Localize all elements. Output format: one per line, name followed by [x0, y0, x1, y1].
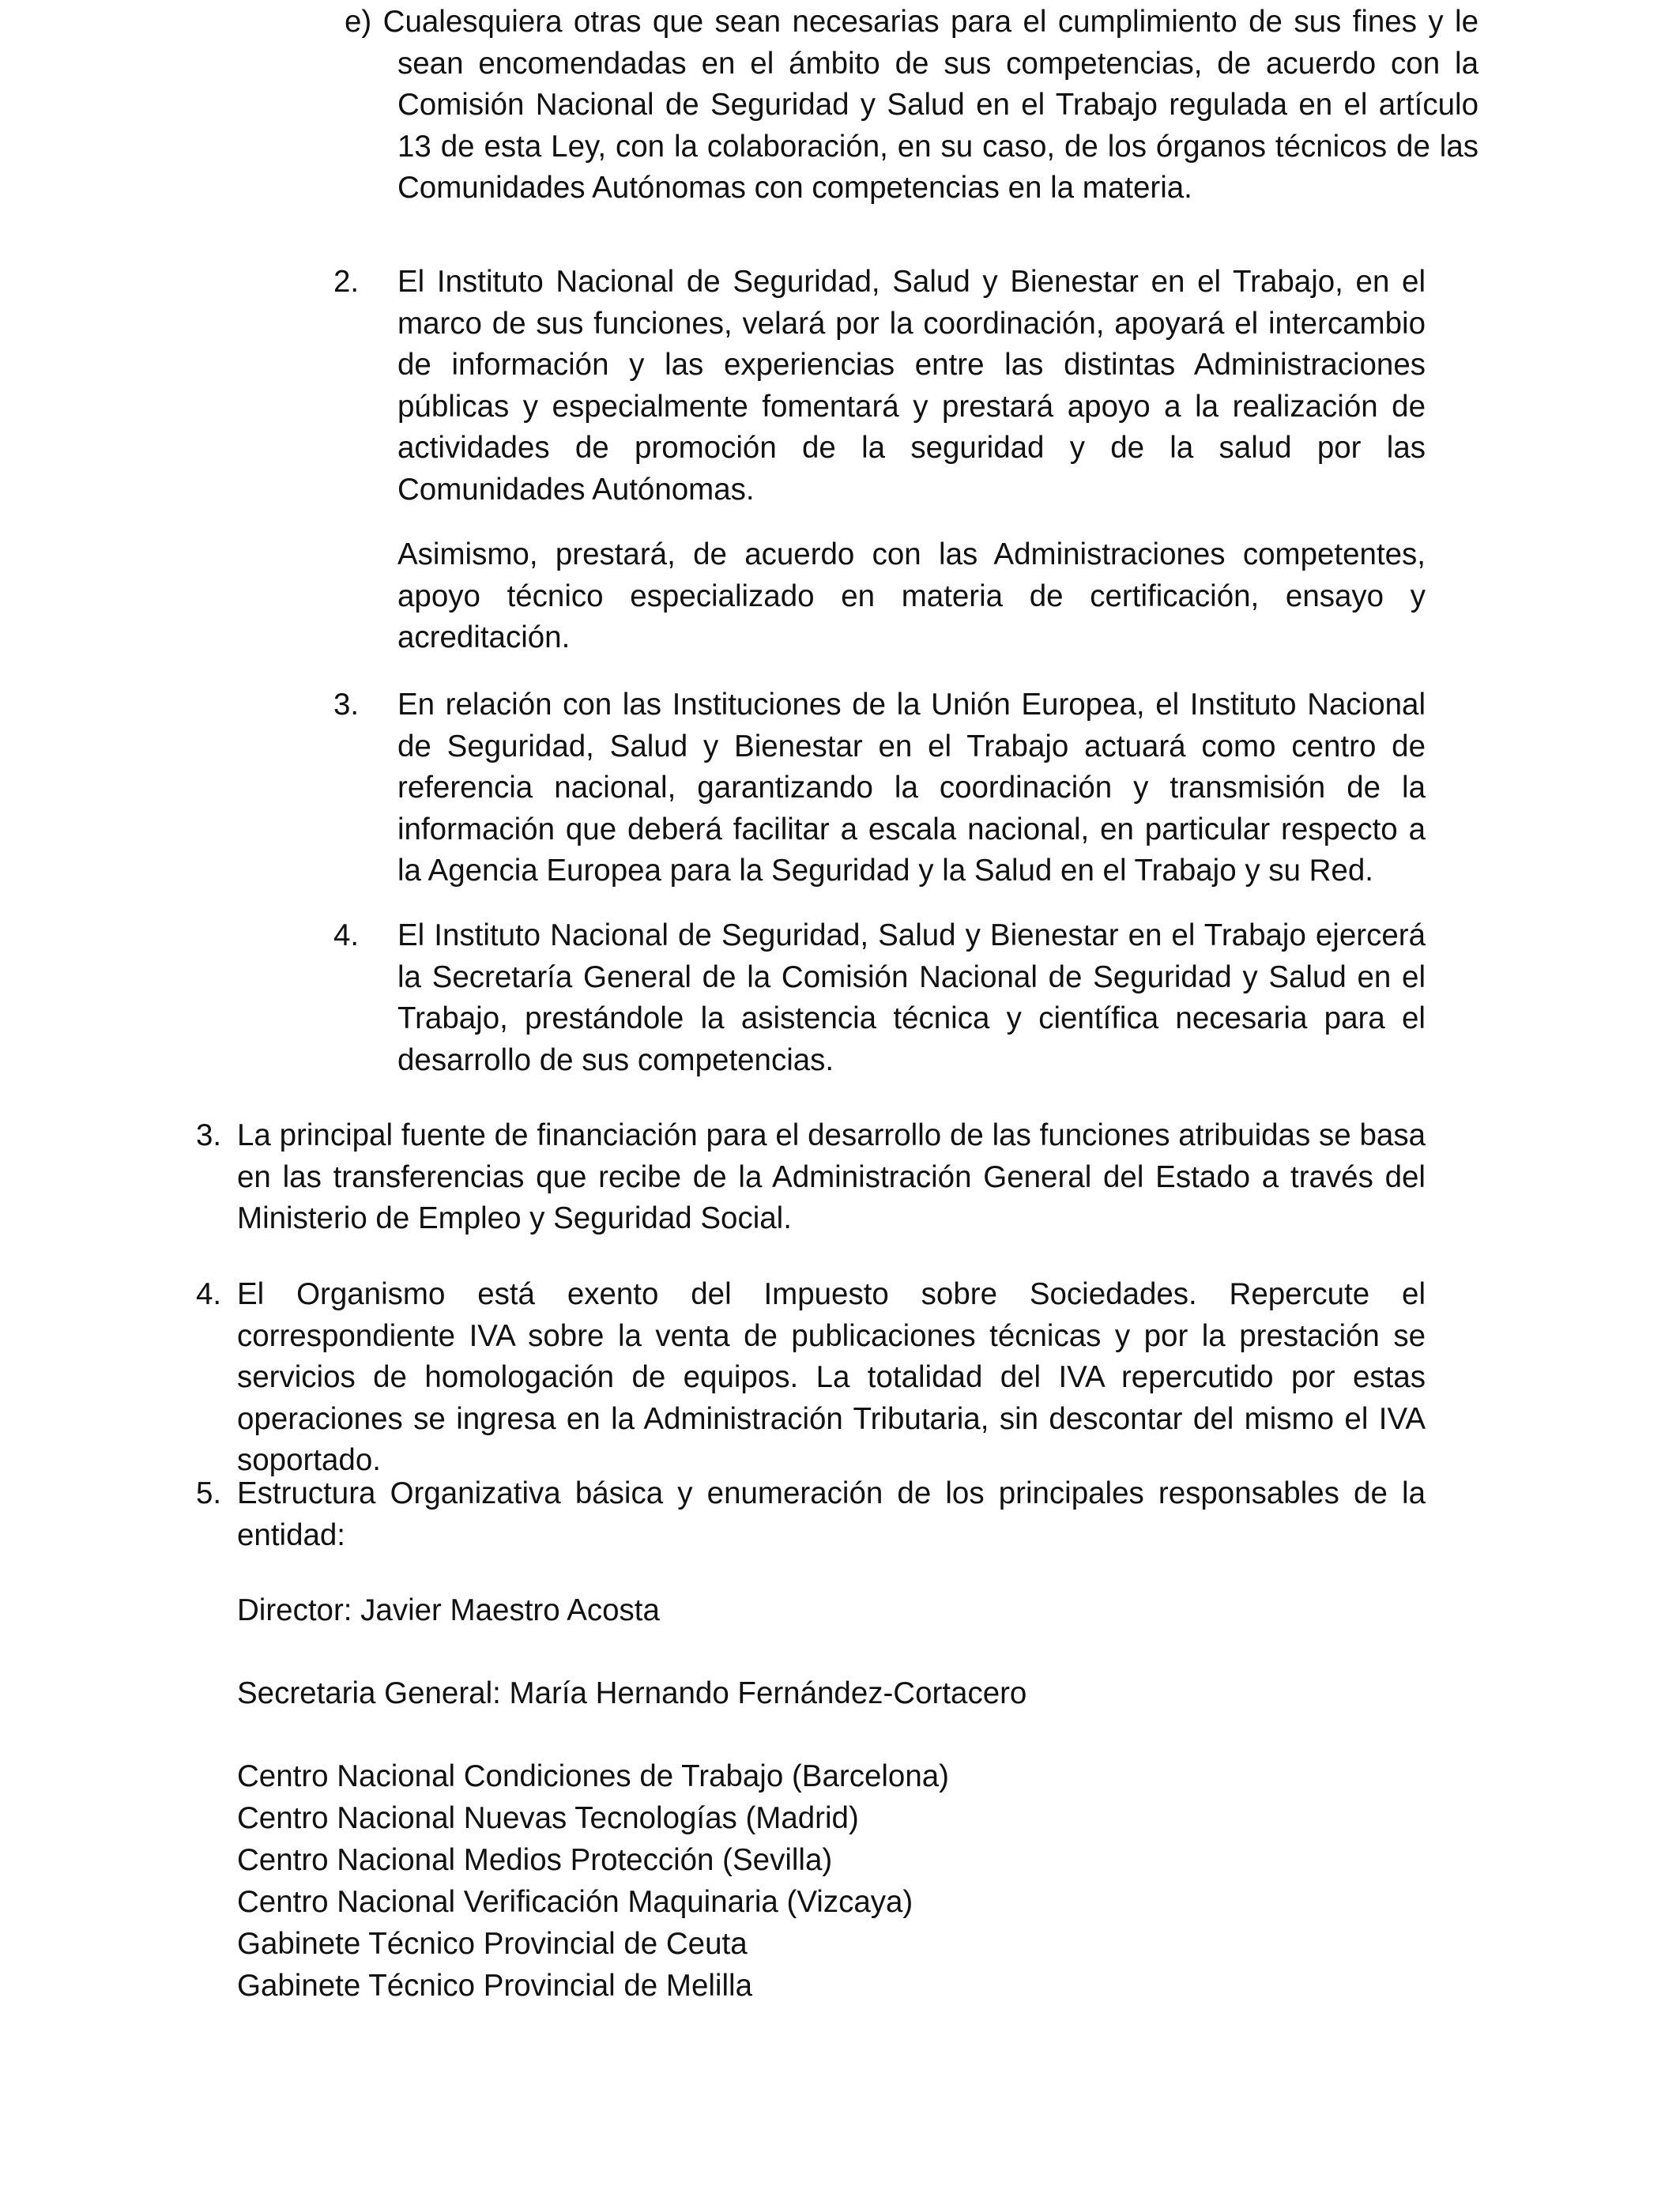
main-item-5-text: Estructura Organizativa básica y enumeración de los principales responsables de la entidad: — [237, 1476, 1426, 1552]
centro-item: Centro Nacional Condiciones de Trabajo (Barcelona) — [237, 1759, 949, 1793]
main-item-4-number: 4. — [196, 1277, 222, 1311]
sub-item-4-text: El Instituto Nacional de Seguridad, Salud y Bienestar en el Trabajo ejercerá la Secretaría General de la Comisión Nacional de Seguridad y Salud en el Trabajo, prestándole la asistencia técnica y científica necesaria para el desarrollo de sus competencias. — [397, 918, 1426, 1077]
main-item-5-number: 5. — [196, 1476, 222, 1510]
director-line: Director: Javier Maestro Acosta — [237, 1593, 660, 1627]
gabinete-item: Gabinete Técnico Provincial de Melilla — [237, 1969, 752, 2003]
sub-item-3-number: 3. — [333, 688, 360, 722]
centro-item: Centro Nacional Verificación Maquinaria (Vizcaya) — [237, 1885, 913, 1919]
secretaria-line: Secretaria General: María Hernando Fernández-Cortacero — [237, 1676, 1027, 1710]
sub-item-e: e) Cualesquiera otras que sean necesarias para el cumplimiento de sus fines y le sean encomendadas en el ámbito de sus competencias, de acuerdo con la Comisión Nacional de Seguridad y Salud en el Trabajo regulada en el artículo 13 de esta Ley, con la colaboración, en su caso, de los órganos técnicos de las Comunidades Autónomas con competencias en la materia. — [345, 5, 1478, 205]
main-item-3-text: La principal fuente de financiación para el desarrollo de las funciones atribuidas se basa en las transferencias que recibe de la Administración General del Estado a través del Ministerio de Empleo y Seguridad Social. — [237, 1118, 1426, 1235]
main-item-4-text: El Organismo está exento del Impuesto sobre Sociedades. Repercute el correspondiente IVA sobre la venta de publicaciones técnicas y por la prestación se servicios de homologación de equipos. La totalidad del IVA repercutido por estas operaciones se ingresa en la Administración Tributaria, sin descontar del mismo el IVA soportado. — [237, 1277, 1426, 1477]
sub-item-3-text: En relación con las Instituciones de la Unión Europea, el Instituto Nacional de Seguridad, Salud y Bienestar en el Trabajo actuará como centro de referencia nacional, garantizando la coordinación y transmisión de la información que deberá facilitar a escala nacional, en particular respecto a la Agencia Europea para la Seguridad y la Salud en el Trabajo y su Red. — [397, 688, 1426, 888]
centro-item: Centro Nacional Nuevas Tecnologías (Madrid) — [237, 1801, 859, 1835]
sub-item-2-number: 2. — [333, 265, 360, 299]
centro-item: Centro Nacional Medios Protección (Sevilla) — [237, 1843, 833, 1877]
main-item-3-number: 3. — [196, 1118, 222, 1152]
sub-item-2-text-continued: Asimismo, prestará, de acuerdo con las Administraciones competentes, apoyo técnico especializado en materia de certificación, ensayo y acreditación. — [397, 537, 1426, 654]
sub-item-2-text: El Instituto Nacional de Seguridad, Salud y Bienestar en el Trabajo, en el marco de sus funciones, velará por la coordinación, apoyará el intercambio de información y las experiencias entre las distintas Administraciones públicas y especialmente fomentará y prestará apoyo a la realización de actividades de promoción de la seguridad y de la salud por las Comunidades Autónomas. — [397, 265, 1426, 507]
gabinete-item: Gabinete Técnico Provincial de Ceuta — [237, 1927, 748, 1961]
sub-item-4-number: 4. — [333, 918, 360, 952]
